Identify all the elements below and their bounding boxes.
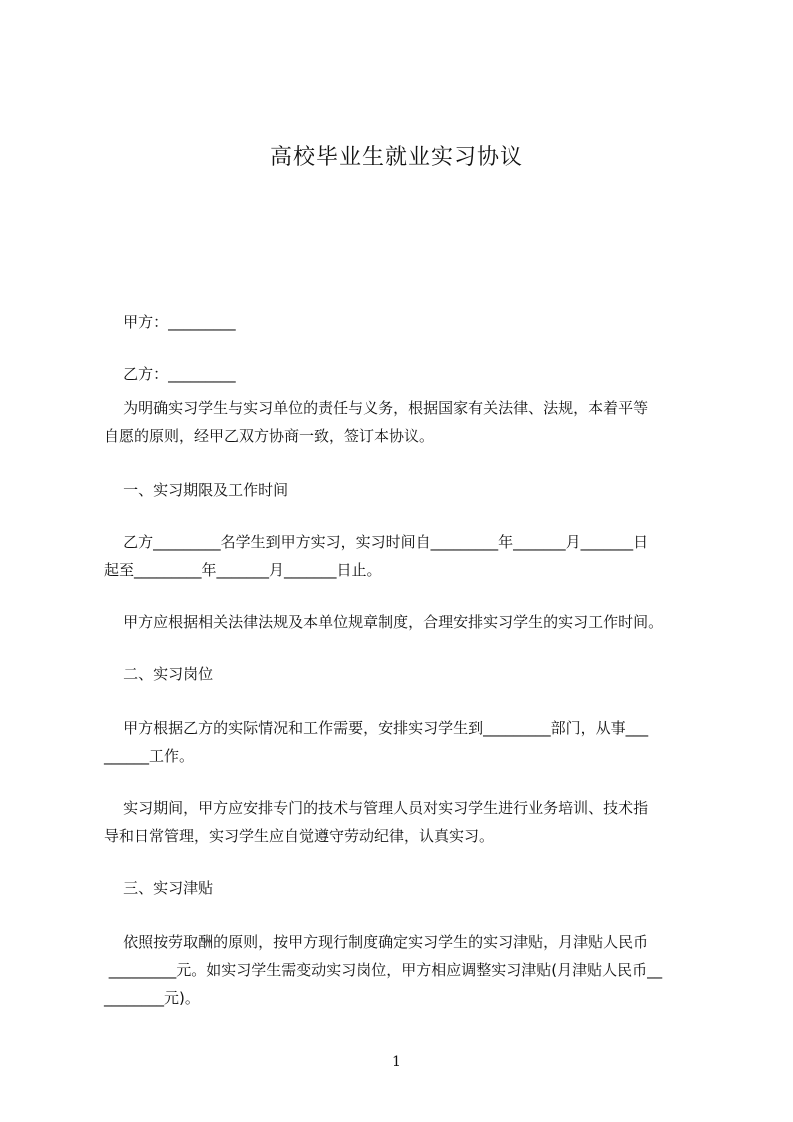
section-3-heading: 三、实习津贴 — [104, 879, 214, 897]
section-2-heading: 二、实习岗位 — [104, 665, 214, 683]
section-1-heading: 一、实习期限及工作时间 — [104, 481, 289, 499]
section-2-para-1-line-1: 甲方根据乙方的实际情况和工作需要，安排实习学生到_________部门，从事___ — [104, 719, 649, 737]
party-b-text: 乙方：_________ — [123, 365, 236, 383]
document-title: 高校毕业生就业实习协议 — [269, 145, 523, 170]
intro-line-1: 为明确实习学生与实习单位的责任与义务，根据国家有关法律、法规，本着平等 — [104, 399, 649, 417]
party-a-line — [104, 292, 704, 352]
section-3-para-1-line-1: 依照按劳取酬的原则，按甲方现行制度确定实习学生的实习津贴，月津贴人民币 — [104, 933, 649, 951]
section-2-para-2-line-1: 实习期间，甲方应安排专门的技术与管理人员对实习学生进行业务培训、技术指 — [104, 799, 649, 817]
intro-line-2: 自愿的原则，经甲乙双方协商一致，签订本协议。 — [104, 427, 435, 445]
section-1-para-1-line-2: 起至_________年_______月_______日止。 — [104, 561, 382, 579]
section-3-para-1-line-3: ________元)。 — [104, 989, 200, 1007]
section-2-para-2-line-2: 导和日常管理，实习学生应自觉遵守劳动纪律，认真实习。 — [104, 827, 495, 845]
party-a-text: 甲方：_________ — [123, 313, 236, 331]
page-number: 1 — [392, 1054, 401, 1070]
section-1-para-1-line-1: 乙方_________名学生到甲方实习，实习时间自_________年_______月_______日 — [104, 533, 649, 551]
section-3-para-1-line-2: _________元。如实习学生需变动实习岗位，甲方相应调整实习津贴(月津贴人民币__ — [104, 961, 663, 979]
party-b-line — [104, 344, 704, 404]
section-1-para-2: 甲方应根据相关法律法规及本单位规章制度，合理安排实习学生的实习工作时间。 — [104, 613, 664, 631]
section-2-para-1-line-2: ______工作。 — [104, 747, 195, 765]
